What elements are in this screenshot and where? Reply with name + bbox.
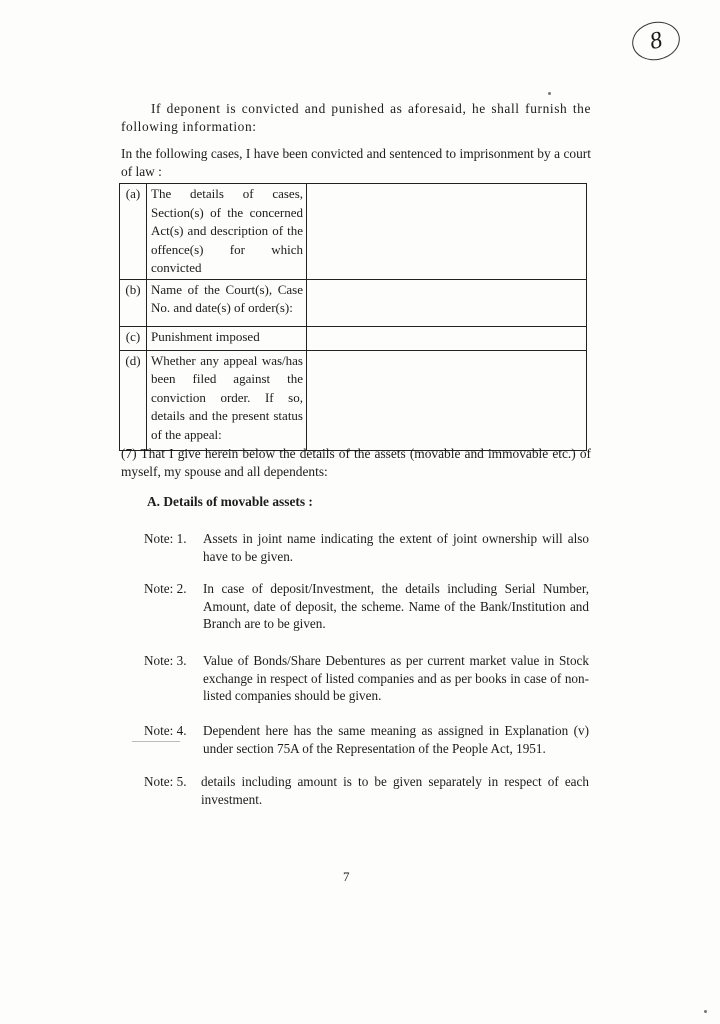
- note-text: Value of Bonds/Share Debentures as per current market value in Stock exchange in respect of listed companies and as per books in case of non-listed companies should be given.: [203, 653, 589, 703]
- note-label: Note: 4.: [144, 723, 187, 738]
- row-value-cell: [307, 279, 587, 326]
- note-label: Note: 3.: [144, 653, 187, 668]
- note-label: Note: 1.: [144, 531, 187, 546]
- table-row: [120, 326, 587, 350]
- row-label: (b): [120, 279, 147, 326]
- note-text: In case of deposit/Investment, the details including Serial Number, Amount, date of deposit, the scheme. Name of the Bank/Institution and Branch are to be given.: [203, 581, 589, 631]
- assets-intro-paragraph: (7) That I give herein below the details of the assets (movable and immovable etc.) of myself, my spouse and all dependents:: [121, 446, 591, 479]
- row-label: (d): [120, 350, 147, 450]
- note-item: [144, 580, 589, 633]
- table-row: [120, 184, 587, 280]
- conviction-details-table: [119, 183, 587, 451]
- table-row: [120, 350, 587, 450]
- row-value-cell: [307, 184, 587, 280]
- note-text: Dependent here has the same meaning as assigned in Explanation (v) under section 75A of the Representation of the People Act, 1951.: [203, 723, 589, 756]
- table-row: [120, 279, 587, 326]
- conviction-intro-paragraph: If deponent is convicted and punished as aforesaid, he shall furnish the following information:: [121, 101, 591, 134]
- note-text: details including amount is to be given separately in respect of each investment.: [201, 774, 589, 807]
- note-item: [144, 652, 589, 705]
- row-value-cell: [307, 350, 587, 450]
- row-description: Whether any appeal was/has been filed against the conviction order. If so, details and the present status of the appeal:: [147, 350, 307, 450]
- scan-speck: [548, 92, 551, 95]
- page-number: 7: [343, 869, 350, 884]
- note-label: Note: 2.: [144, 581, 187, 596]
- cases-intro-paragraph: In the following cases, I have been convicted and sentenced to imprisonment by a court of law :: [121, 146, 591, 179]
- note-item: [144, 722, 589, 757]
- handwritten-page-marker: 8: [629, 17, 684, 64]
- row-label: (a): [120, 184, 147, 280]
- scan-speck: [704, 1010, 707, 1013]
- faint-underline: [132, 741, 180, 742]
- note-item: [144, 773, 589, 808]
- row-description: Name of the Court(s), Case No. and date(s) of order(s):: [147, 279, 307, 326]
- row-value-cell: [307, 326, 587, 350]
- note-item: [144, 530, 589, 565]
- row-label: (c): [120, 326, 147, 350]
- row-description: Punishment imposed: [147, 326, 307, 350]
- row-description: The details of cases, Section(s) of the concerned Act(s) and description of the offence(s) for which convicted: [147, 184, 307, 280]
- note-label: Note: 5.: [144, 774, 187, 789]
- note-text: Assets in joint name indicating the extent of joint ownership will also have to be given.: [203, 531, 589, 564]
- movable-assets-heading: A. Details of movable assets :: [147, 494, 313, 509]
